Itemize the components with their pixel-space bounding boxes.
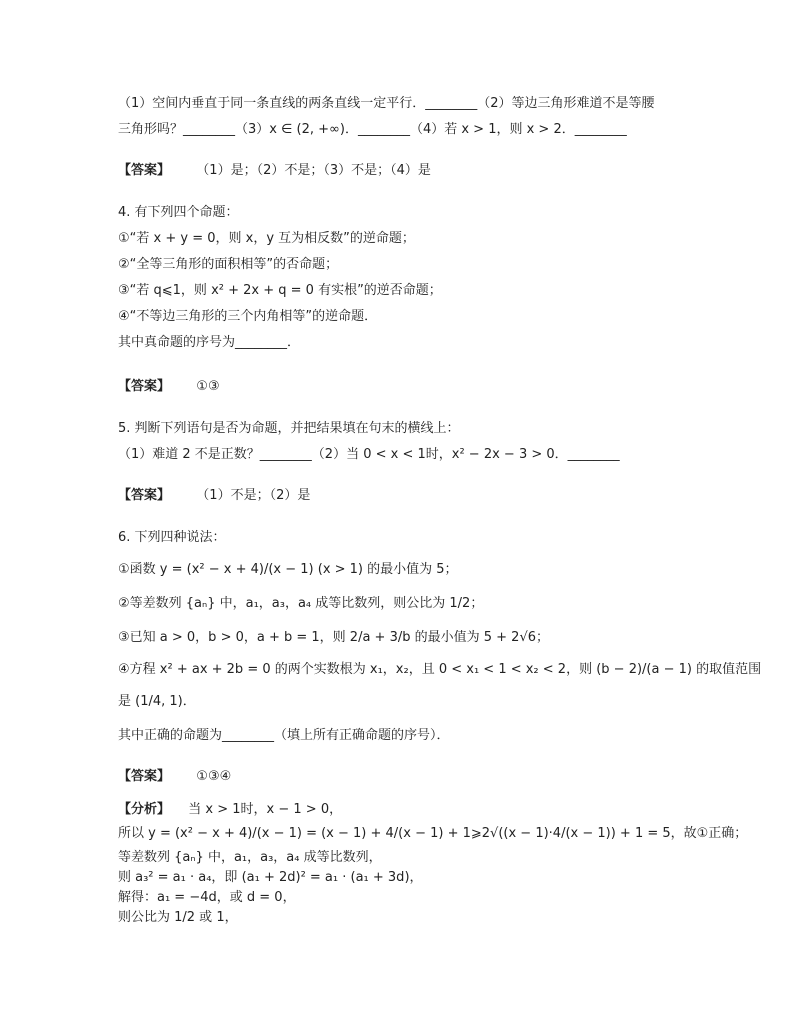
q5-line-1: （1）难道 2 不是正数？________（2）当 0 < x < 1时，x² − 2x − 3 > 0．________ [118,447,620,462]
q6-analysis-line-1: 当 x > 1时，x − 1 > 0， [188,802,343,817]
q3-answer-label: 【答案】 [118,163,171,178]
q5-title: 5. 判断下列语句是否为命题，并把结果填在句末的横线上： [118,421,460,436]
q5-answer-row [118,487,310,505]
q4-item-4: ④“不等边三角形的三个内角相等”的逆命题． [118,309,378,324]
q6-analysis-line-4: 则 a₃² = a₁ · a₄，即 (a₁ + 2d)² = a₁ · (a₁ + 3d)， [118,870,423,885]
q6-analysis-line-3: 等差数列 {aₙ} 中，a₁，a₃，a₄ 成等比数列， [118,850,382,865]
q5-answer: （1）不是；（2）是 [196,488,311,503]
q3-answer: （1）是；（2）不是；（3）不是；（4）是 [196,163,431,178]
q4-title: 4. 有下列四个命题： [118,205,239,220]
q6-analysis-label: 【分析】 [118,802,171,817]
q3-answer-row [118,162,431,180]
q6-title: 6. 下列四种说法： [118,530,226,545]
q6-prompt: 其中正确的命题为________（填上所有正确命题的序号）． [118,728,450,743]
q3-line-2: 三角形吗？________（3）x ∈ (2, +∞)．________（4）若 x > 1，则 x > 2．________ [118,122,627,137]
q6-answer: ①③④ [196,769,232,784]
q6-answer-label: 【答案】 [118,769,171,784]
q4-item-1: ①“若 x + y = 0，则 x，y 互为相反数”的逆命题； [118,231,415,246]
q6-analysis-line-2: 所以 y = (x² − x + 4)/(x − 1) = (x − 1) + 4/(x − 1) + 1⩾2√((x − 1)·4/(x − 1)) + 1 = 5，故①正确； [118,826,748,841]
q6-analysis-line-5: 解得：a₁ = −4d，或 d = 0， [118,890,296,905]
q4-prompt: 其中真命题的序号为________． [118,335,301,350]
q6-item-2: ②等差数列 {aₙ} 中，a₁，a₃，a₄ 成等比数列，则公比为 1/2； [118,596,484,611]
q5-answer-label: 【答案】 [118,488,171,503]
q6-answer-row [118,768,231,786]
q6-item-1: ①函数 y = (x² − x + 4)/(x − 1) (x > 1) 的最小值为 5； [118,562,458,577]
q4-answer: ①③ [196,379,220,394]
q4-item-2: ②“全等三角形的面积相等”的否命题； [118,257,339,272]
q4-item-3: ③“若 q⩽1，则 x² + 2x + q = 0 有实根”的逆否命题； [118,283,442,298]
q6-item-3: ③已知 a > 0，b > 0，a + b = 1，则 2/a + 3/b 的最小值为 5 + 2√6； [118,630,549,645]
q4-answer-label: 【答案】 [118,379,171,394]
q6-item-4: ④方程 x² + ax + 2b = 0 的两个实数根为 x₁，x₂，且 0 < x₁ < 1 < x₂ < 2，则 (b − 2)/(a − 1) 的取值范围 [118,662,762,677]
q3-line-1: （1）空间内垂直于同一条直线的两条直线一定平行．________（2）等边三角形难道不是等腰 [118,96,655,111]
q6-item-4-cont: 是 (1/4, 1)． [118,694,196,709]
q4-answer-row [118,378,220,396]
q6-analysis-line-6: 则公比为 1/2 或 1， [118,910,238,925]
q6-analysis-row [118,801,342,819]
